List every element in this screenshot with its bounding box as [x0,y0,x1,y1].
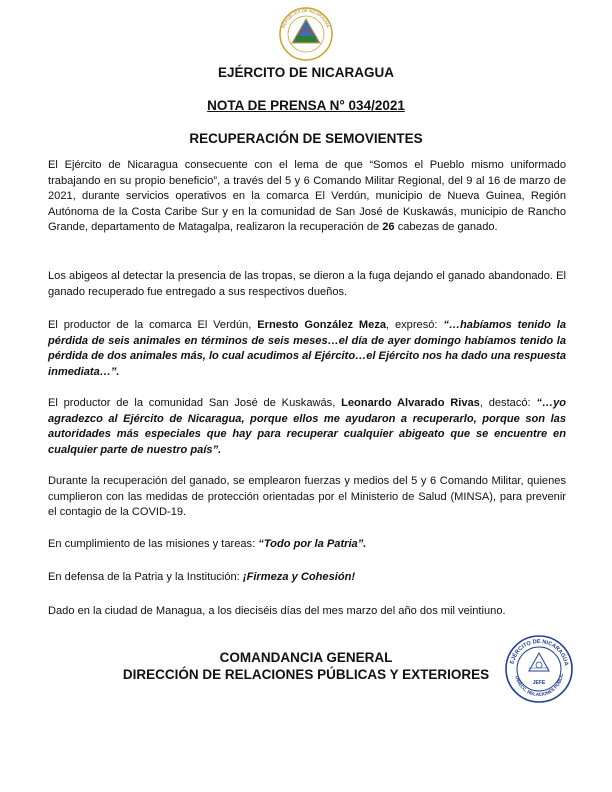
svg-text:EJÉRCITO DE NICARAGUA: EJÉRCITO DE NICARAGUA [509,638,569,667]
paragraph-text: En cumplimiento de las misiones y tareas: [48,538,259,550]
press-release-subject: RECUPERACIÓN DE SEMOVIENTES [189,131,423,146]
paragraph-text: El Ejército de Nicaragua consecuente con el lema de que “Somos el Pueblo mismo uniformado trabajando en su propio beneficio”, a través del 5 y 6 Comando Militar Regional, del 9 al 16 de marzo de 2021, durante servicios operativos en la comarca El Verdún, municipio de Nueva Guinea, Región Autónoma de la Costa Caribe Sur y en la comunidad de San José de Kuskawás, municipio de Rancho Grande, departamento de Matagalpa, realizaron la recuperación de [48,159,566,234]
paragraph-intro [48,158,566,236]
paragraph-text: El productor de la comarca El Verdún, [48,319,258,331]
svg-text:REPUBLICA DE NICARAGUA: REPUBLICA DE NICARAGUA [280,7,331,29]
organization-heading: EJÉRCITO DE NICARAGUA [217,65,395,80]
paragraph-text: En defensa de la Patria y la Institución: [48,571,243,583]
paragraph-covid-measures: Durante la recuperación del ganado, se emplearon fuerzas y medios del 5 y 6 Comando Militar, quienes cumplieron con las medidas de protección orientadas por el Ministerio de Salud (MINSA), para prevenir el contagio de la COVID-19. [48,475,566,519]
motto-text: “Todo por la Patria”. [258,538,367,550]
official-stamp-seal [504,634,574,704]
paragraph-fugitives: Los abigeos al detectar la presencia de las tropas, se dieron a la fuga dejando el ganado abandonado. El ganado recuperado fue entregado a sus respectivos dueños. [48,270,566,298]
quote-text: “…habíamos tenido la pérdida de seis animales en términos de seis meses…el día de ayer domingo habíamos tenido la pérdida de dos animales más, lo cual acudimos al Ejército…el Ejército nos ha dado una respuesta inmediata…”. [48,319,566,378]
motto-text: ¡Firmeza y Cohesión! [242,571,356,583]
paragraph-text: cabezas de ganado. [394,221,498,234]
paragraph-testimony-1 [48,318,566,380]
paragraph-motto-2 [48,570,566,586]
svg-text:DIRECC. RELACIONES PÚBLICAS: DIRECC. RELACIONES PÚBLIC [514,672,565,698]
paragraph-date: Dado en la ciudad de Managua, a los dieciséis días del mes marzo del año dos mil veintiuno. [48,605,506,617]
paragraph-text: , expresó: [386,319,444,331]
svg-text:JEFE: JEFE [532,680,546,686]
cattle-count: 26 [382,221,395,234]
producer-name: Leonardo Alvarado Rivas [341,397,480,409]
paragraph-text: , destacó: [479,397,537,409]
paragraph-text: El productor de la comunidad San José de Kuskawás, [48,397,342,409]
paragraph-motto-1 [48,537,566,553]
producer-name: Ernesto González Meza [257,319,387,331]
paragraph-testimony-2 [48,396,566,458]
nicaragua-coat-of-arms-seal [276,6,336,62]
signature-line-2: DIRECCIÓN DE RELACIONES PÚBLICAS Y EXTERIORES [122,667,490,682]
press-release-number: NOTA DE PRENSA N° 034/2021 [207,98,405,113]
signature-line-1: COMANDANCIA GENERAL [219,650,393,665]
quote-text: “…yo agradezco al Ejército de Nicaragua, porque ellos me ayudaron a recuperarlo, porque son las autoridades más especiales que hay para recuperar cualquier abigeato que se encuentre en cualquier parte de nuestro país”. [48,397,567,456]
